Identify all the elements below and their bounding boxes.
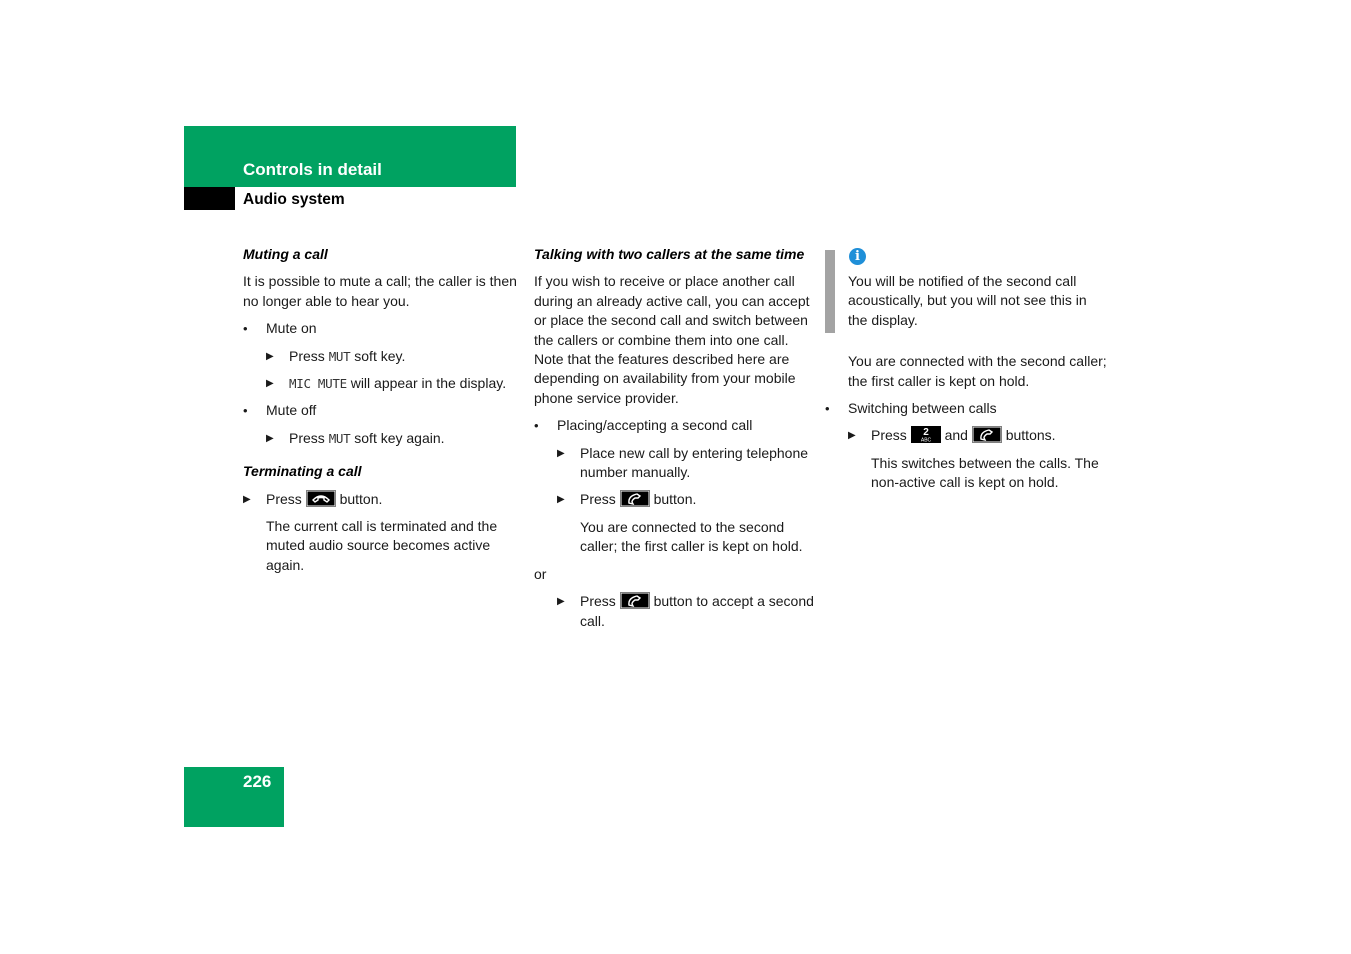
mut-softkey-label: MUT [328,348,351,364]
accept-text: button to accept a second call. [580,593,814,629]
press-text: Press [580,593,616,610]
mic-mute-display-text: MIC MUTE [289,376,347,392]
info-icon: i [849,248,866,265]
button-text: button. [653,491,697,508]
two-callers-heading: Talking with two callers at the same time [534,246,805,262]
softkey-text: soft key again. [354,429,445,446]
mut-softkey-label: MUT [328,430,351,446]
placing-item [534,416,814,435]
arrow-bullet-icon: ▶ [557,447,565,459]
send-call-key-icon [620,592,650,609]
switch-result: This switches between the calls. The non-active call is kept on hold. [871,454,1099,491]
buttons-text: buttons. [1005,427,1056,444]
send-call-key-icon [620,490,650,507]
header-tab-marker [184,187,235,210]
arrow-bullet-icon: ▶ [557,596,565,608]
key-2-digit: 2 [922,427,929,439]
muting-intro: It is possible to mute a call; the caller is then no longer able to hear you. [243,273,517,309]
switching-label: Switching between calls [848,400,997,417]
connected-result: You are connected to the second caller; the first caller is kept on hold. [580,518,803,555]
press-text: Press [871,427,907,444]
switching-step [848,426,1108,445]
display-text: will appear in the display. [350,375,507,392]
key-2-abc-icon [911,426,941,443]
subsection-title: Audio system [243,191,345,208]
mute-on-label: Mute on [266,320,317,337]
info-note: You will be notified of the second call acoustically, but you will not see this in the display. [848,273,1087,328]
button-text: button. [339,490,383,507]
send-call-key-icon [972,426,1002,443]
arrow-bullet-icon: ▶ [266,432,274,444]
mute-on-item [243,319,528,338]
press-send-step [557,490,814,509]
place-new-call-step [557,444,814,483]
mute-on-step [266,347,528,366]
muting-heading: Muting a call [243,246,328,262]
mute-off-item [243,401,528,420]
and-text: and [944,427,968,444]
key-2-letters: ABC [920,437,931,444]
place-new-call-text: Place new call by entering telephone number manually. [580,444,809,481]
softkey-text: soft key. [354,347,406,364]
arrow-bullet-icon: ▶ [266,350,274,362]
arrow-bullet-icon: ▶ [266,378,274,390]
page-number: 226 [243,772,272,791]
press-text: Press [580,491,616,508]
mute-off-label: Mute off [266,402,317,419]
column-two-callers [534,245,814,631]
column-info-switching [848,272,1108,493]
end-call-key-icon [306,490,336,507]
info-sidebar-bar [825,250,835,333]
terminate-step [243,490,528,509]
connected-note: You are connected with the second caller; the first caller is kept on hold. [848,353,1107,389]
terminate-result: The current call is terminated and the muted audio source becomes active again. [266,518,498,573]
switching-item [825,399,1108,418]
placing-label: Placing/accepting a second call [557,417,753,434]
mute-display-step [266,374,528,393]
press-text: Press [289,429,325,446]
arrow-bullet-icon: ▶ [557,494,565,506]
or-text: or [534,565,547,582]
accept-second-call-step [557,592,814,631]
arrow-bullet-icon: ▶ [243,493,251,505]
mute-off-step [266,429,528,448]
arrow-bullet-icon: ▶ [848,430,856,442]
column-muting-terminating [243,245,528,575]
two-callers-intro: If you wish to receive or place another call during an already active call, you can accept or place the second call and switch between the callers or combine them into one call. Note that the features described here are depending on availability from your mobile phone service provider. [534,273,810,406]
section-title: Controls in detail [243,160,382,179]
press-text: Press [266,490,302,507]
press-text: Press [289,347,325,364]
terminating-heading: Terminating a call [243,463,362,480]
